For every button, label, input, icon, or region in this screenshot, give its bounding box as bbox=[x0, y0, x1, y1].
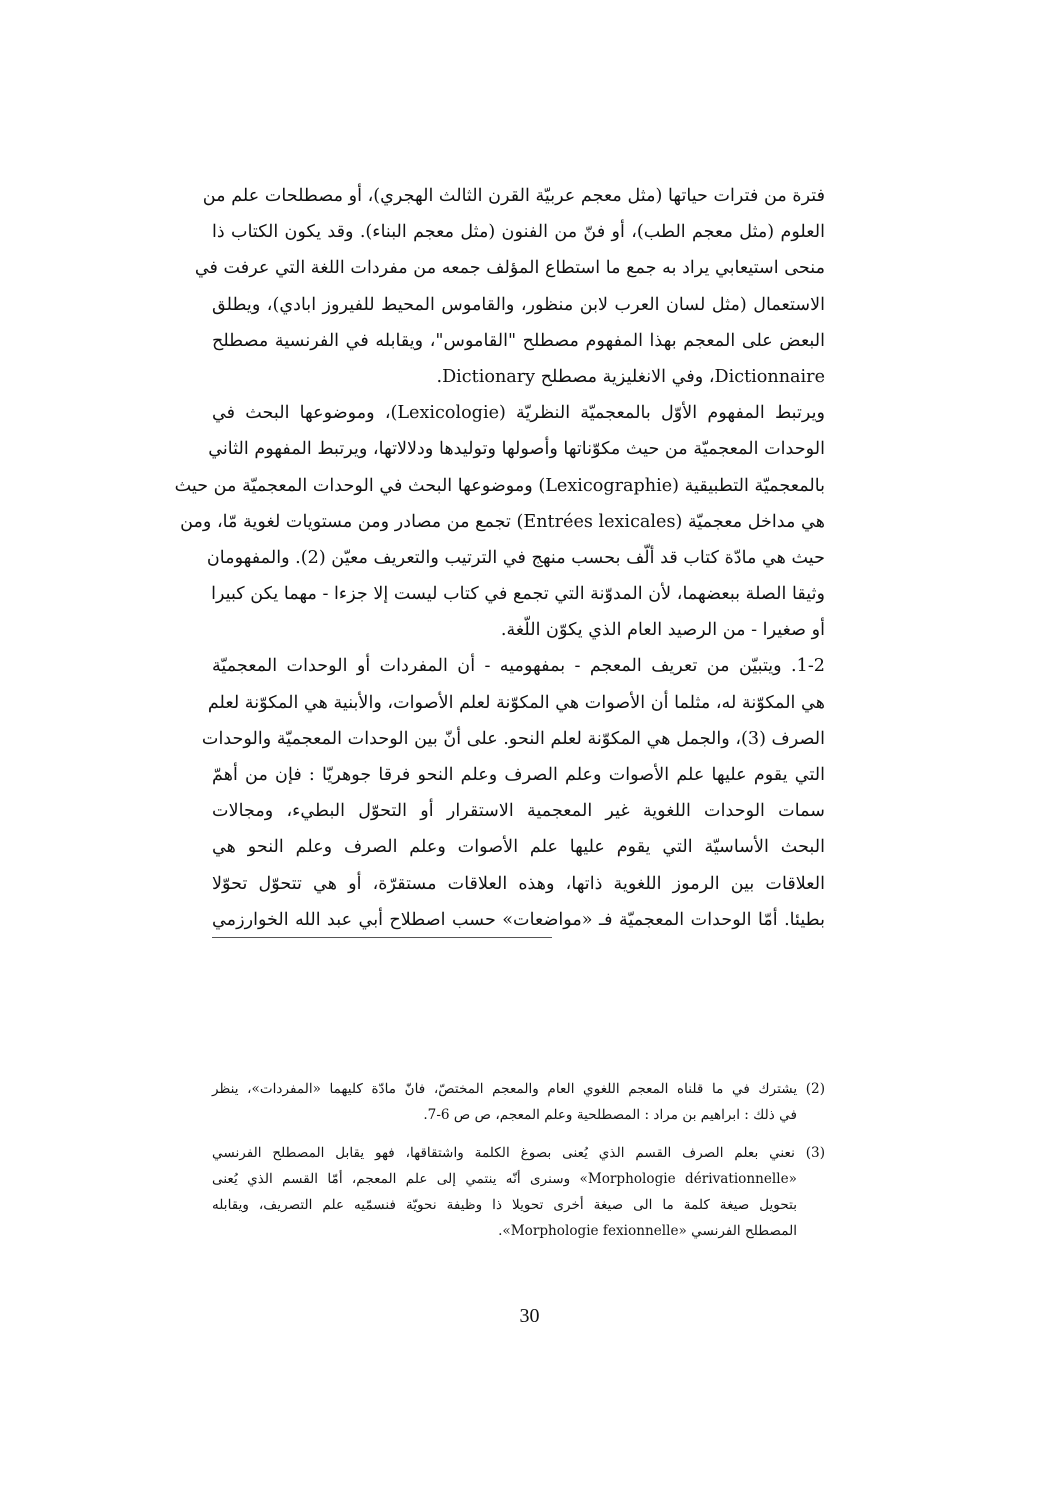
body-line: وثيقا الصلة ببعضهما، لأن المدوّنة التي تجمع في كتاب ليست إلا جزءا - مهما يكن كبيرا bbox=[211, 584, 825, 605]
footnote-separator bbox=[212, 937, 552, 938]
page-number: 30 bbox=[519, 1305, 540, 1327]
body-line: سمات الوحدات اللغوية غير المعجمية الاستقرار أو التحوّل البطيء، ومجالات bbox=[212, 801, 825, 822]
body-line: البحث الأساسيّة التي يقوم عليها علم الأصوات وعلم الصرف وعلم النحو هي bbox=[212, 837, 825, 858]
footnote-line: المصطلح الفرنسي «Morphologie fexionnelle». bbox=[498, 1223, 797, 1239]
footnote-line: (2) يشترك في ما قلناه المعجم اللغوي العام والمعجم المختصّ، فانّ مادّة كليهما «المفردات»، ينظر bbox=[212, 1081, 825, 1097]
body-line: هي مداخل معجميّة (Entrées lexicales) تجمع من مصادر ومن مستويات لغوية مّا، ومن bbox=[180, 511, 825, 532]
body-line: الوحدات المعجميّة من حيث مكوّناتها وأصولها وتوليدها ودلالاتها، ويرتبط المفهوم الثاني bbox=[208, 439, 825, 460]
footnote-line: «Morphologie dérivationnelle» وسنرى أنّه ينتمي إلى علم المعجم، أمّا القسم الذي يُعنى bbox=[212, 1171, 797, 1187]
footnote-gap bbox=[212, 1128, 825, 1140]
footnotes bbox=[212, 1076, 825, 1244]
body-line: الصرف (3)، والجمل هي المكوّنة لعلم النحو. على أنّ بين الوحدات المعجميّة والوحدات bbox=[201, 728, 825, 749]
body-line: حيث هي مادّة كتاب قد ألّف بحسب منهج في الترتيب والتعريف معيّن (2). والمفهومان bbox=[206, 547, 825, 568]
body-line: التي يقوم عليها علم الأصوات وعلم الصرف وعلم النحو فرقا جوهريّا : فإن من أهمّ bbox=[212, 765, 825, 785]
body-line: العلوم (مثل معجم الطب)، أو فنّ من الفنون (مثل معجم البناء). وقد يكون الكتاب ذا bbox=[212, 222, 825, 243]
body-line: بالمعجميّة التطبيقية (Lexicographie) وموضوعها البحث في الوحدات المعجميّة من حيث bbox=[174, 475, 825, 496]
body-line: ويرتبط المفهوم الأوّل بالمعجميّة النظريّة (Lexicologie)، وموضوعها البحث في bbox=[212, 403, 825, 424]
body-line: العلاقات بين الرموز اللغوية ذاتها، وهذه العلاقات مستقرّة، أو هي تتحوّل تحوّلا bbox=[212, 873, 825, 894]
body-line: 1-2. ويتبيّن من تعريف المعجم - بمفهوميه - أن المفردات أو الوحدات المعجميّة bbox=[212, 656, 825, 677]
body-line: الاستعمال (مثل لسان العرب لابن منظور، والقاموس المحيط للفيروز ابادي)، ويطلق bbox=[212, 294, 825, 315]
body-line: بطيئا. أمّا الوحدات المعجميّة فـ «مواضعات» حسب اصطلاح أبي عبد الله الخوارزمي bbox=[212, 909, 825, 930]
footnote-line: بتحويل صيغة كلمة ما الى صيغة أخرى تحويلا ذا وظيفة نحويّة فنسمّيه علم التصريف، ويقابله bbox=[212, 1197, 797, 1213]
footnote-line: (3) نعني بعلم الصرف القسم الذي يُعنى بصوغ الكلمة واشتقاقها، فهو يقابل المصطلح الفرنسي bbox=[212, 1145, 825, 1161]
body-line: Dictionnaire، وفي الانغليزية مصطلح Dictionary. bbox=[436, 366, 825, 387]
footnote-line: في ذلك : ابراهيم بن مراد : المصطلحية وعلم المعجم، ص ص 6-7. bbox=[423, 1107, 797, 1123]
body-line: البعض على المعجم بهذا المفهوم مصطلح "القاموس"، ويقابله في الفرنسية مصطلح bbox=[212, 330, 825, 351]
body-line: فترة من فترات حياتها (مثل معجم عربيّة القرن الثالث الهجري)، أو مصطلحات علم من bbox=[202, 186, 825, 206]
body-line: هي المكوّنة له، مثلما أن الأصوات هي المكوّنة لعلم الأصوات، والأبنية هي المكوّنة لعلم bbox=[207, 692, 825, 713]
body-line: منحى استيعابي يراد به جمع ما استطاع المؤلف جمعه من مفردات اللغة التي عرفت في bbox=[194, 258, 825, 279]
body-line: أو صغيرا - من الرصيد العام الذي يكوّن اللّغة. bbox=[500, 620, 825, 641]
main-text bbox=[174, 178, 825, 938]
